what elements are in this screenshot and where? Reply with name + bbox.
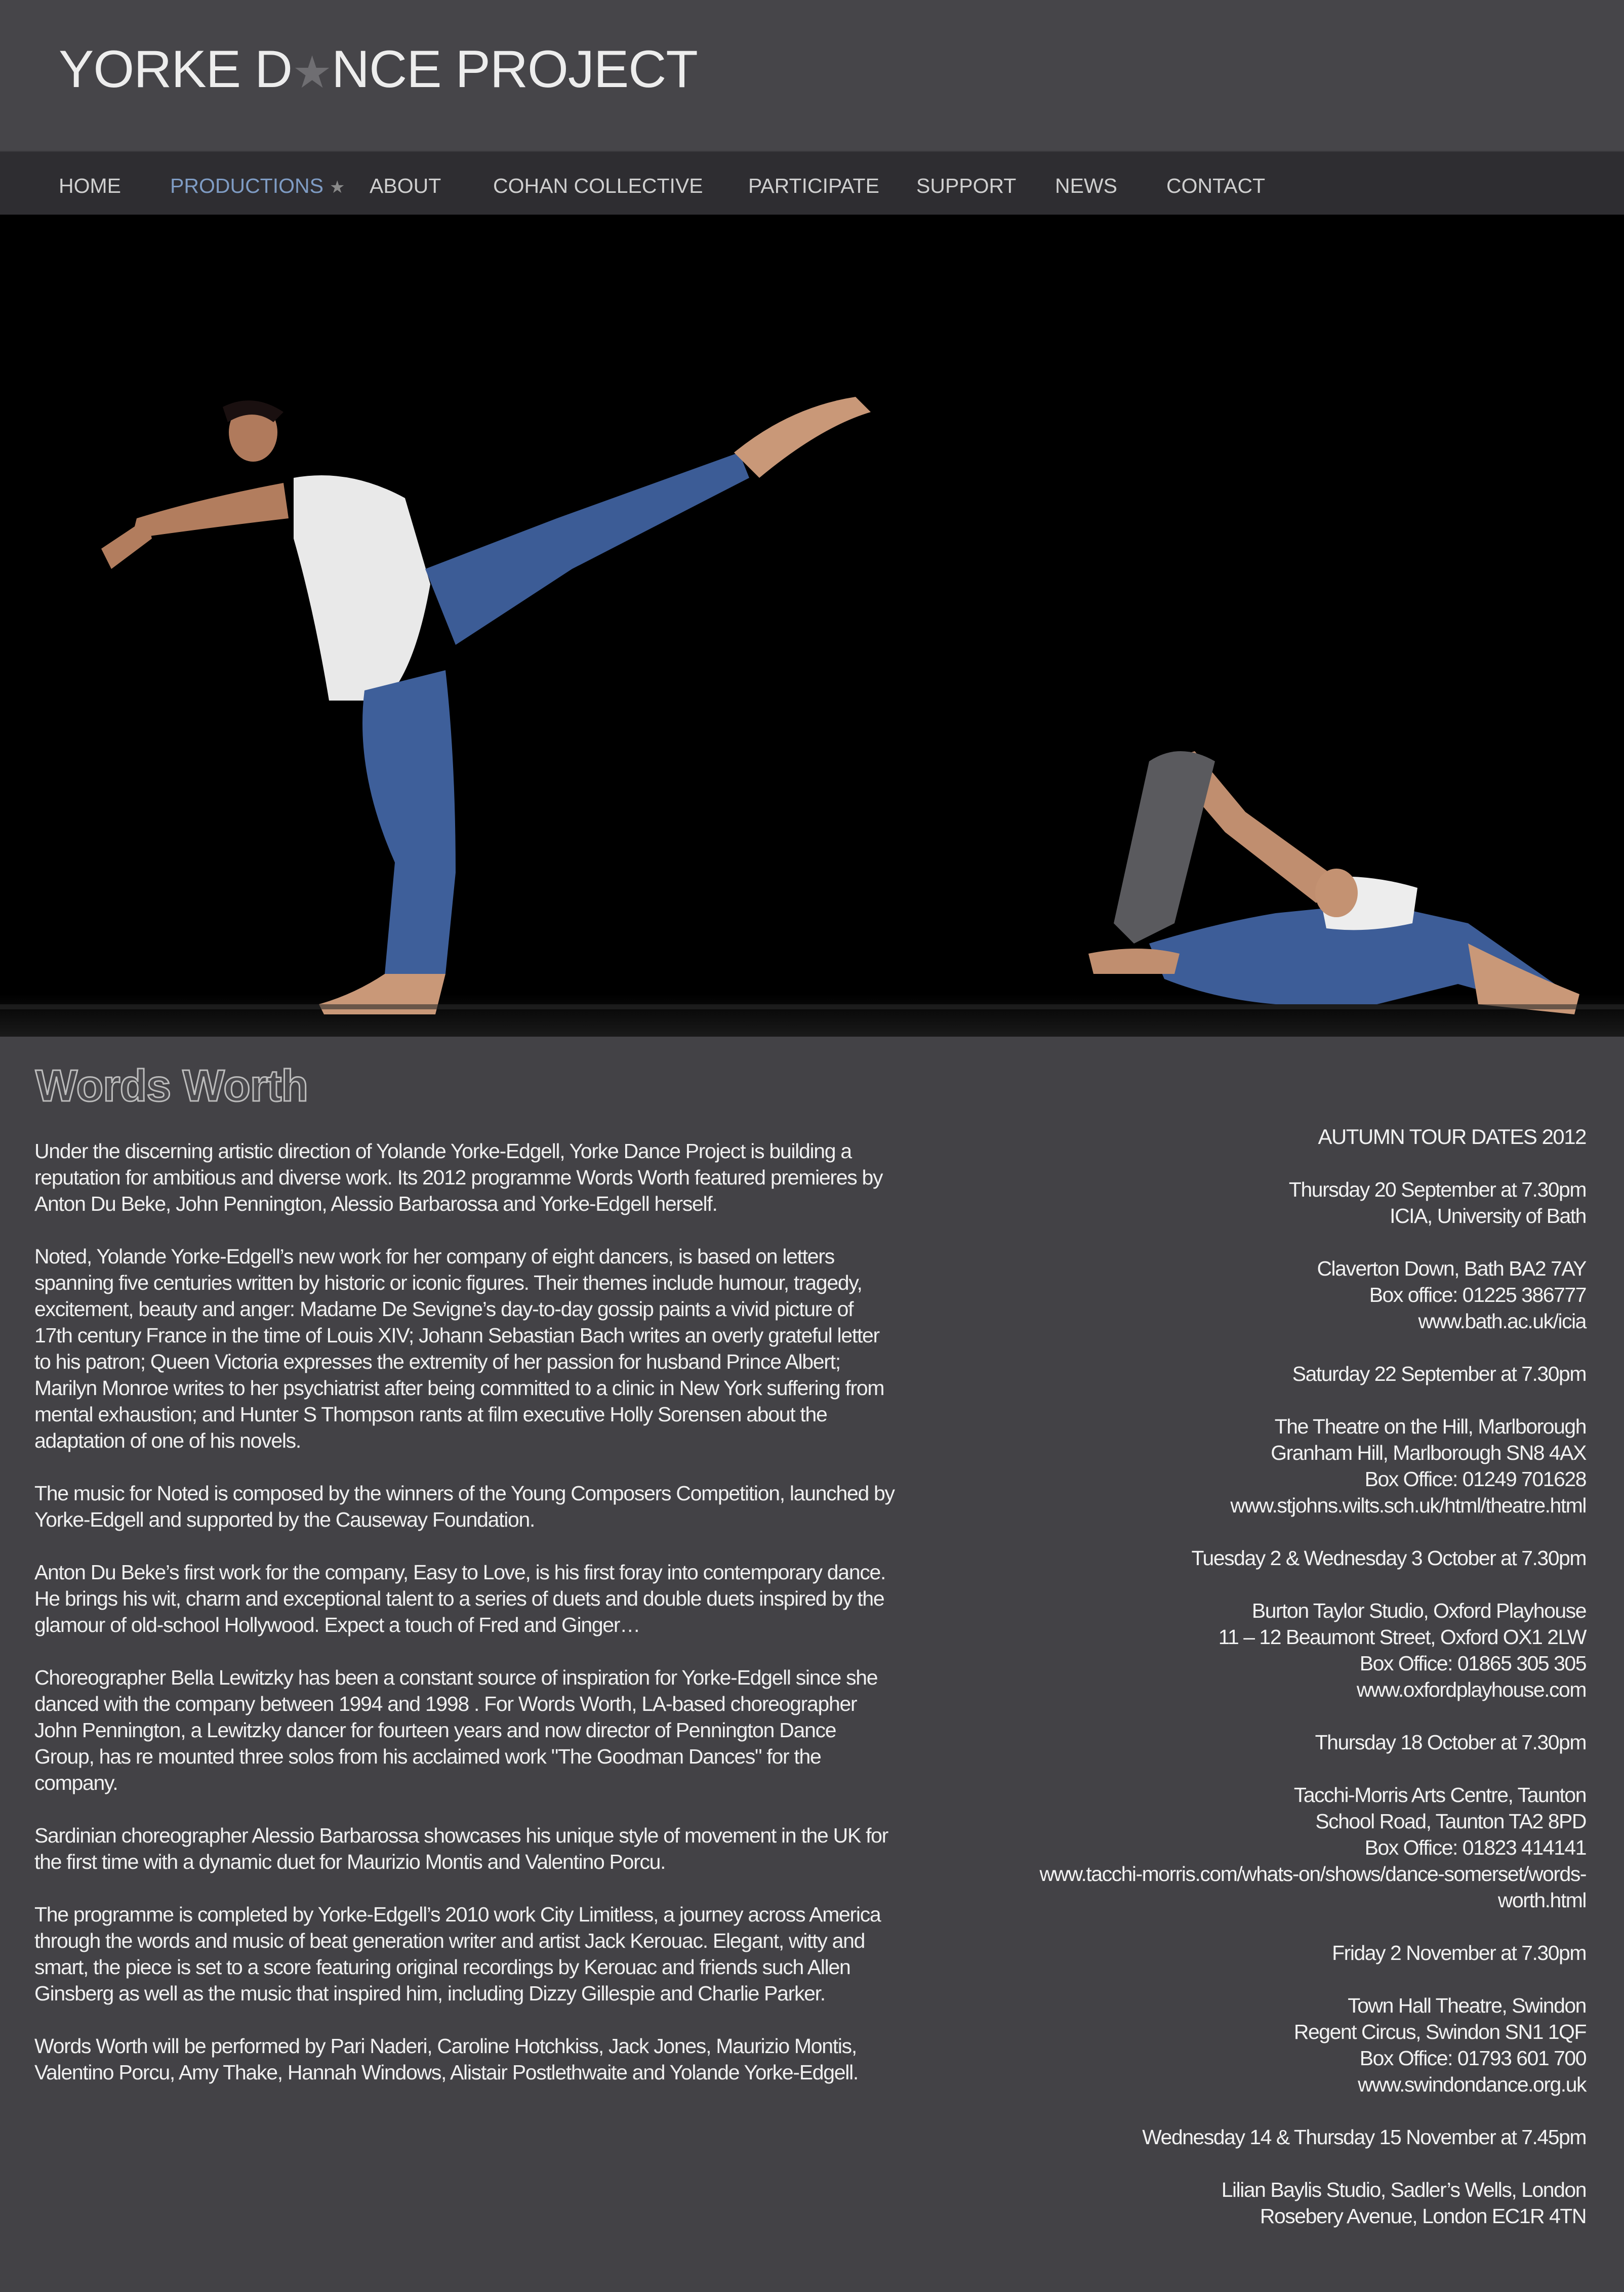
tour-venue: The Theatre on the Hill, Marlborough (1274, 1415, 1586, 1438)
site-header (0, 0, 1624, 151)
tour-block (962, 1176, 1586, 1229)
nav-productions-label: PRODUCTIONS (170, 174, 323, 197)
tour-address: 11 – 12 Beaumont Street, Oxford OX1 2LW (1218, 1625, 1586, 1649)
tour-website-link[interactable]: www.swindondance.org.uk (1358, 2073, 1586, 2096)
tour-block (962, 1413, 1586, 1519)
tour-block (962, 1545, 1586, 1571)
tour-address: Rosebery Avenue, London EC1R 4TN (1260, 2204, 1586, 2228)
description-paragraph: Noted, Yolande Yorke-Edgell’s new work for her company of eight dancers, is based on letters spanning five centuries written by historic or iconic figures. Their themes include humour, tragedy, excitement, beauty and anger: Madame De Sevigne’s day-to-day gossip paints a vivid picture of 17th century France in the time of Louis XIV; Johann Sebastian Bach writes an overly grateful letter to his patron; Queen Victoria expresses the extremity of her passion for husband Prince Albert; Marilyn Monroe writes to her psychiatrist after being committed to a clinic in New York suffering from mental exhaustion; and Hunter S Thompson rants at film executive Holly Sorensen about the adaptation of one of his novels. (34, 1245, 884, 1452)
nav-support[interactable]: SUPPORT (916, 174, 1017, 197)
tour-block (962, 1255, 1586, 1334)
tour-website-link[interactable]: www.bath.ac.uk/icia (1418, 1309, 1586, 1333)
nav-participate[interactable]: PARTICIPATE (748, 174, 879, 197)
tour-address: Claverton Down, Bath BA2 7AY (1317, 1257, 1586, 1280)
tour-box-office: Box Office: 01823 414141 (1364, 1836, 1586, 1859)
tour-block (962, 1361, 1586, 1387)
production-description (34, 1138, 895, 2112)
hero-dance-photo (0, 215, 1624, 1037)
dancers-illustration (0, 215, 1624, 1037)
tour-venue: Lilian Baylis Studio, Sadler’s Wells, London (1221, 2178, 1586, 2201)
tour-block (962, 1782, 1586, 1913)
tour-venue: Burton Taylor Studio, Oxford Playhouse (1251, 1599, 1586, 1622)
nav-home[interactable]: HOME (59, 174, 121, 197)
tour-address: Regent Circus, Swindon SN1 1QF (1293, 2020, 1586, 2043)
tour-venue: ICIA, University of Bath (1390, 1204, 1586, 1227)
page-title: Words Worth (35, 1060, 308, 1111)
tour-box-office: Box office: 01225 386777 (1369, 1283, 1586, 1306)
tour-block (962, 2177, 1586, 2229)
site-logo[interactable] (59, 36, 698, 105)
nav-cohan-collective[interactable]: COHAN COLLECTIVE (493, 174, 703, 197)
tour-block (962, 1598, 1586, 1703)
tour-venue: Town Hall Theatre, Swindon (1348, 1994, 1586, 2017)
tour-dates (962, 1124, 1586, 2256)
logo-text-part1: YORKE D (59, 40, 293, 99)
description-paragraph: Under the discerning artistic direction of Yolande Yorke-Edgell, Yorke Dance Project is building a reputation for ambitious and diverse work. Its 2012 programme Words Worth featured premieres by Anton Du Beke, John Pennington, Alessio Barbarossa and Yorke-Edgell herself. (34, 1139, 883, 1215)
tour-date: Wednesday 14 & Thursday 15 November at 7.45pm (1142, 2125, 1586, 2149)
nav-news[interactable]: NEWS (1055, 174, 1117, 197)
nav-productions[interactable] (170, 174, 345, 199)
tour-website-link[interactable]: www.stjohns.wilts.sch.uk/html/theatre.html (1230, 1494, 1586, 1517)
description-paragraph: Words Worth will be performed by Pari Naderi, Caroline Hotchkiss, Jack Jones, Maurizio Montis, Valentino Porcu, Amy Thake, Hannah Windows, Alistair Postlethwaite and Yolande Yorke-Edgell. (34, 2034, 859, 2084)
tour-website-link[interactable]: www.tacchi-morris.com/whats-on/shows/dance-somerset/words-worth.html (1039, 1862, 1586, 1912)
tour-date: Friday 2 November at 7.30pm (1332, 1941, 1586, 1964)
star-icon: ★ (329, 178, 345, 197)
tour-date: Thursday 20 September at 7.30pm (1288, 1178, 1586, 1201)
tour-box-office: Box Office: 01865 305 305 (1359, 1652, 1586, 1675)
tour-heading: AUTUMN TOUR DATES 2012 (1318, 1125, 1586, 1149)
tour-box-office: Box Office: 01249 701628 (1364, 1467, 1586, 1491)
tour-address: Granham Hill, Marlborough SN8 4AX (1271, 1441, 1586, 1464)
main-nav (0, 151, 1624, 217)
description-paragraph: Sardinian choreographer Alessio Barbarossa showcases his unique style of movement in the UK for the first time with a dynamic duet for Maurizio Montis and Valentino Porcu. (34, 1824, 888, 1873)
tour-block (962, 2124, 1586, 2150)
star-icon: ★ (292, 47, 332, 97)
tour-box-office: Box Office: 01793 601 700 (1359, 2047, 1586, 2070)
nav-contact[interactable]: CONTACT (1166, 174, 1266, 197)
tour-date: Saturday 22 September at 7.30pm (1292, 1362, 1586, 1385)
tour-block (962, 1729, 1586, 1755)
tour-website-link[interactable]: www.oxfordplayhouse.com (1356, 1678, 1586, 1701)
tour-address: School Road, Taunton TA2 8PD (1315, 1810, 1586, 1833)
description-paragraph: Choreographer Bella Lewitzky has been a constant source of inspiration for Yorke-Edgell since she danced with the company between 1994 and 1998 . For Words Worth, LA-based choreographer John Pennington, a Lewitzky dancer for fourteen years and now director of Pennington Dance Group, has re mounted three solos from his acclaimed work "The Goodman Dances" for the company. (34, 1666, 878, 1794)
logo-text-part2: NCE PROJECT (332, 40, 698, 99)
tour-date: Thursday 18 October at 7.30pm (1315, 1731, 1586, 1754)
tour-date: Tuesday 2 & Wednesday 3 October at 7.30pm (1191, 1546, 1586, 1570)
tour-block (962, 1940, 1586, 1966)
description-paragraph: Anton Du Beke’s first work for the company, Easy to Love, is his first foray into contemporary dance. He brings his wit, charm and exceptional talent to a series of duets and double duets inspired by the glamour of old-school Hollywood. Expect a touch of Fred and Ginger… (34, 1561, 886, 1636)
description-paragraph: The music for Noted is composed by the winners of the Young Composers Competition, launched by Yorke-Edgell and supported by the Causeway Foundation. (34, 1482, 895, 1531)
tour-block (962, 1992, 1586, 2098)
description-paragraph: The programme is completed by Yorke-Edgell’s 2010 work City Limitless, a journey across America through the words and music of beat generation writer and artist Jack Kerouac. Elegant, witty and smart, the piece is set to a score featuring original recordings by Kerouac and friends such Allen Ginsberg as well as the music that inspired him, including Dizzy Gillespie and Charlie Parker. (34, 1903, 881, 2005)
tour-venue: Tacchi-Morris Arts Centre, Taunton (1293, 1783, 1586, 1807)
nav-about[interactable]: ABOUT (370, 174, 441, 197)
